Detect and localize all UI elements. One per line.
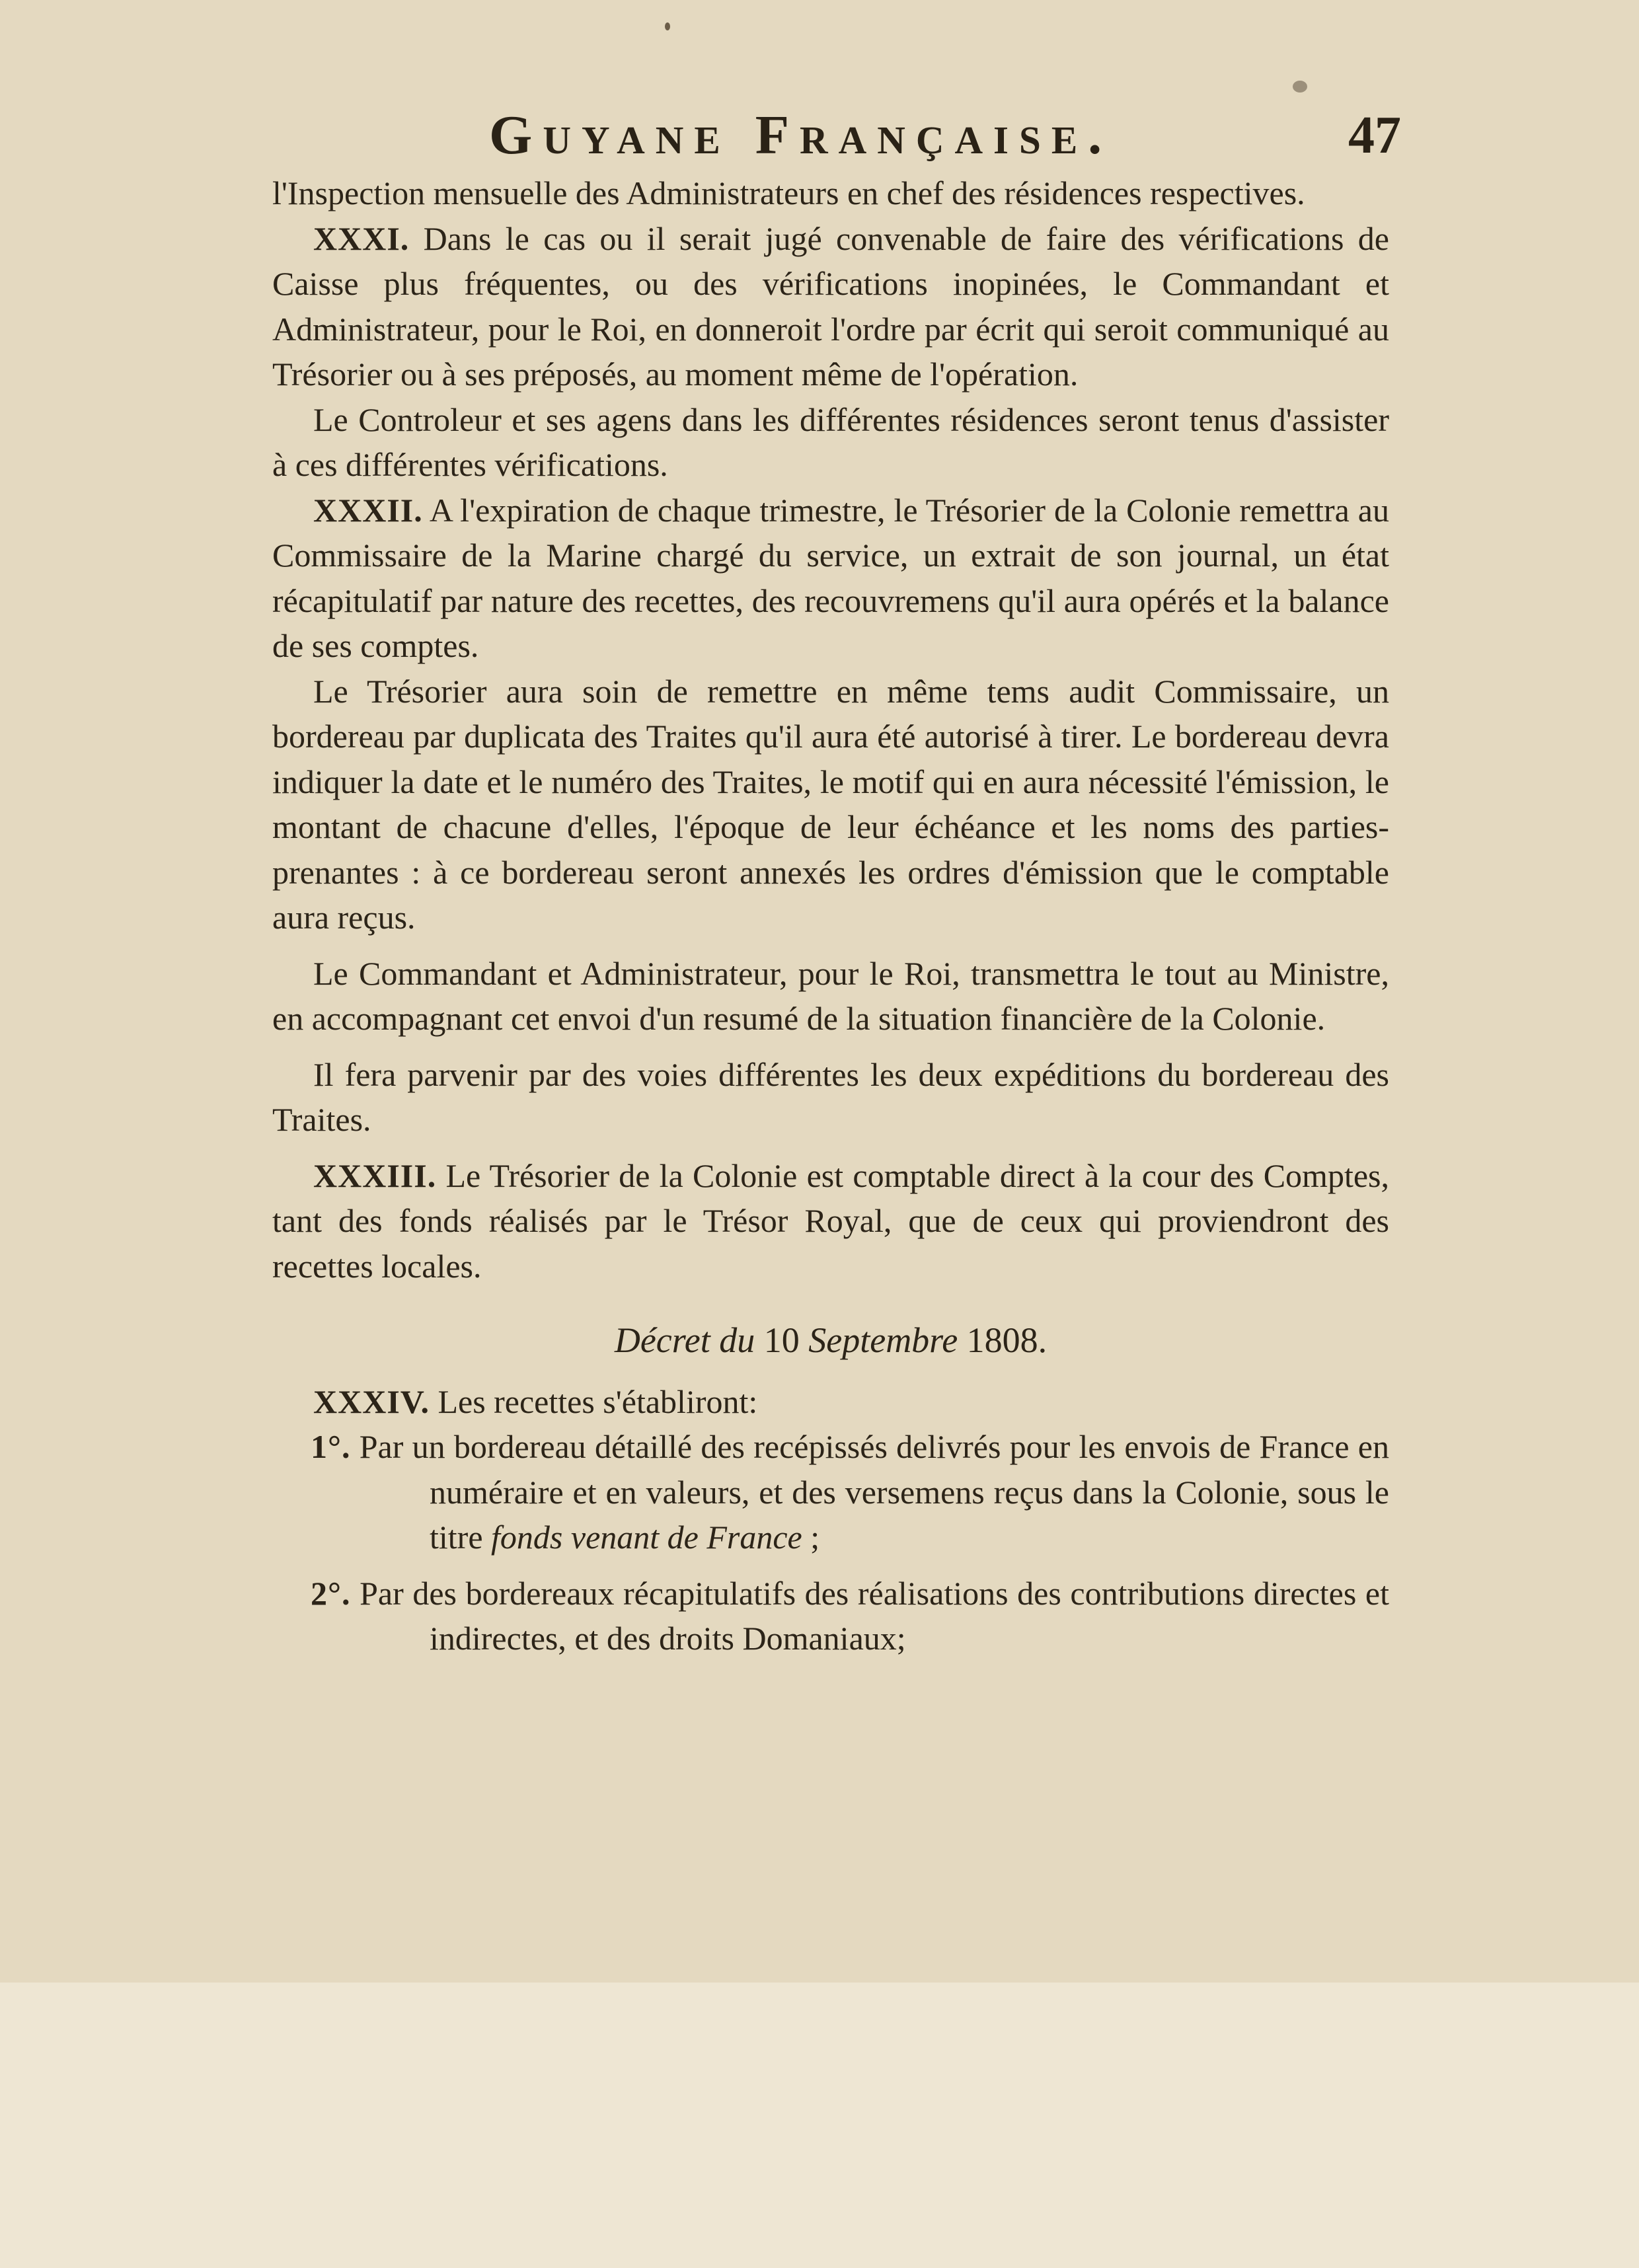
paragraph xyxy=(272,951,1389,1041)
paragraph-text: Le Controleur et ses agens dans les différentes résidences seront tenus d'assister à ces différentes vérifications. xyxy=(272,400,1389,483)
list-marker: 2°. xyxy=(311,1574,351,1612)
paragraph-text: Le Trésorier de la Colonie est comptable direct à la cour des Comptes, tant des fonds réalisés par le Trésor Royal, que de ceux qui proviendront des recettes locales. xyxy=(272,1156,1389,1285)
paragraph xyxy=(272,397,1389,488)
list-item xyxy=(272,1424,1389,1560)
article-34 xyxy=(272,1379,1389,1425)
page-margin-lower xyxy=(0,1983,1639,2268)
decree-year: 1808. xyxy=(958,1320,1048,1360)
list-item-text: Par des bordereaux récapitulatifs des réalisations des contributions directes et indirectes, et des droits Domaniaux; xyxy=(350,1574,1389,1657)
paragraph xyxy=(272,669,1389,940)
article-number: XXXIV. xyxy=(313,1382,430,1420)
list-item-text: Par un bordereau détaillé des recépissés delivrés pour les envois de France en numéraire et en valeurs, et des versemens reçus dans la Colonie, sous le titre xyxy=(350,1428,1389,1556)
article-number: XXXIII. xyxy=(313,1156,437,1194)
list-item-tail: ; xyxy=(802,1519,820,1556)
article-31 xyxy=(272,216,1389,397)
ink-speck xyxy=(1293,81,1307,93)
decree-month: Septembre xyxy=(808,1320,958,1360)
paragraph-text: Dans le cas ou il serait jugé convenable de faire des vérifications de Caisse plus fréquentes, ou des vérifications inopinées, le Commandant et Administrateur, pour le Roi, en donneroit l'ordre par écrit qui seroit communiqué au Trésorier ou à ses préposés, au moment même de l'opération. xyxy=(272,219,1389,393)
article-33 xyxy=(272,1153,1389,1289)
paragraph-text: l'Inspection mensuelle des Administrateurs en chef des résidences respectives. xyxy=(272,174,1305,211)
page-header xyxy=(0,99,1639,172)
paragraph-text: Les recettes s'établiront: xyxy=(429,1382,758,1420)
running-title: Guyane Française. xyxy=(489,104,1113,166)
article-number: XXXI. xyxy=(313,219,410,257)
list-item xyxy=(272,1571,1389,1661)
article-number: XXXII. xyxy=(313,491,423,529)
paragraph-text: Le Commandant et Administrateur, pour le Roi, transmettra le tout au Ministre, en accompagnant cet envoi d'un resumé de la situation financière de la Colonie. xyxy=(272,954,1389,1037)
paragraph-text: Le Trésorier aura soin de remettre en même tems audit Commissaire, un bordereau par duplicata des Traites qu'il aura été autorisé à tirer. Le bordereau devra indiquer la date et le numéro des Traites, le motif qui en aura nécessité l'émission, le montant de chacune d'elles, l'époque de leur échéance et les noms des parties-prenantes : à ce bordereau seront annexés les ordres d'émission que le comptable aura reçus. xyxy=(272,672,1389,936)
paragraph xyxy=(272,1052,1389,1143)
page-number: 47 xyxy=(1348,106,1401,165)
paragraph-text: A l'expiration de chaque trimestre, le Trésorier de la Colonie remettra au Commissaire de la Marine chargé du service, un extrait de son journal, un état récapitulatif par nature des recettes, des recouvremens qu'il aura opérés et la balance de ses comptes. xyxy=(272,491,1389,664)
decree-heading xyxy=(272,1318,1389,1363)
ink-speck xyxy=(665,22,670,30)
decree-day: 10 xyxy=(755,1320,809,1360)
list-item-emphasis: fonds venant de France xyxy=(491,1519,802,1556)
paragraph-text: Il fera parvenir par des voies différentes les deux expéditions du bordereau des Traites. xyxy=(272,1055,1389,1138)
decree-prefix: Décret du xyxy=(614,1320,755,1360)
paragraph xyxy=(272,170,1389,216)
body-text xyxy=(272,170,1389,1661)
article-32 xyxy=(272,488,1389,669)
list-marker: 1°. xyxy=(311,1428,351,1465)
